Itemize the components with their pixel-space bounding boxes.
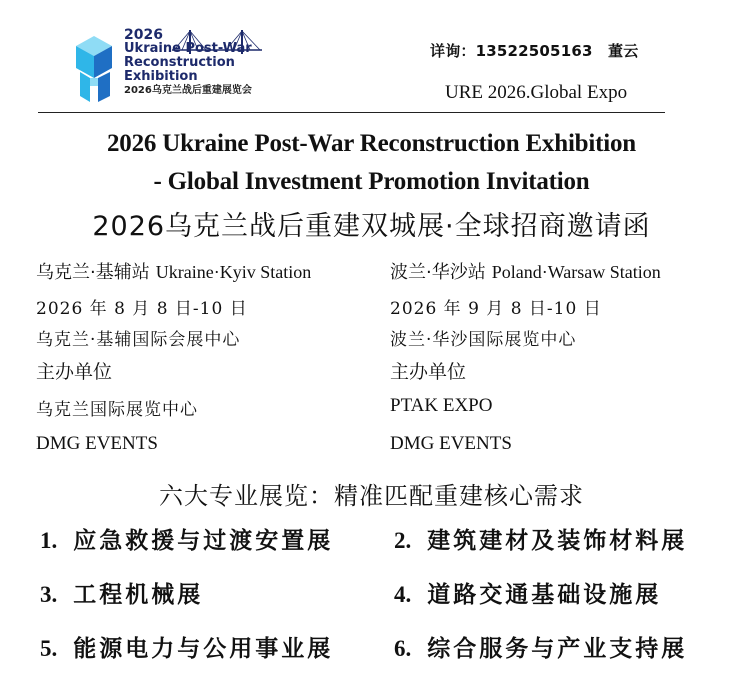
category-item: 1. 应急救援与过渡安置展	[40, 527, 334, 554]
title-cn: 2026乌克兰战后重建双城展·全球招商邀请函	[92, 211, 651, 242]
title-en-line1: 2026 Ukraine Post-War Reconstruction Exhibition	[106, 130, 637, 157]
header-divider	[38, 112, 665, 113]
contact-phone: 详询：13522505163	[430, 42, 593, 60]
title-en-line2: - Global Investment Promotion Invitation	[153, 168, 590, 195]
organizer-heading: 主办单位	[36, 361, 113, 383]
category-item: 6. 综合服务与产业支持展	[394, 635, 688, 662]
station-warsaw	[390, 258, 735, 465]
logo-figure-icon	[72, 32, 118, 104]
station-date: 2026 年 8 月 8 日-10 日	[36, 299, 248, 319]
station-venue: 波兰·华沙国际展览中心	[390, 330, 577, 350]
organizer-2: DMG EVENTS	[390, 433, 512, 454]
categories-heading: 六大专业展览：精准匹配重建核心需求	[159, 482, 584, 510]
category-item: 5. 能源电力与公用事业展	[40, 635, 334, 662]
logo-wordmark: 2026 Ukraine Post-War Reconstruction Exhibition 2026乌克兰战后重建展览会	[124, 27, 252, 96]
station-date: 2026 年 9 月 8 日-10 日	[390, 299, 602, 319]
station-name: 波兰·华沙站 Poland·Warsaw Station	[390, 262, 661, 283]
contact-name: 董云	[608, 42, 639, 60]
organizer-2: DMG EVENTS	[36, 433, 158, 454]
organizer-1: PTAK EXPO	[390, 395, 493, 416]
expo-tagline: URE 2026.Global Expo	[445, 82, 628, 103]
station-venue: 乌克兰·基辅国际会展中心	[36, 330, 241, 350]
category-item: 2. 建筑建材及装饰材料展	[394, 527, 688, 554]
station-kyiv	[36, 258, 381, 465]
category-item: 3. 工程机械展	[40, 581, 204, 608]
organizer-1: 乌克兰国际展览中心	[36, 400, 198, 420]
contact-info	[430, 40, 648, 61]
station-name: 乌克兰·基辅站 Ukraine·Kyiv Station	[36, 262, 312, 283]
exhibition-logo	[72, 28, 262, 106]
organizer-heading: 主办单位	[390, 361, 467, 383]
category-item: 4. 道路交通基础设施展	[394, 581, 662, 608]
